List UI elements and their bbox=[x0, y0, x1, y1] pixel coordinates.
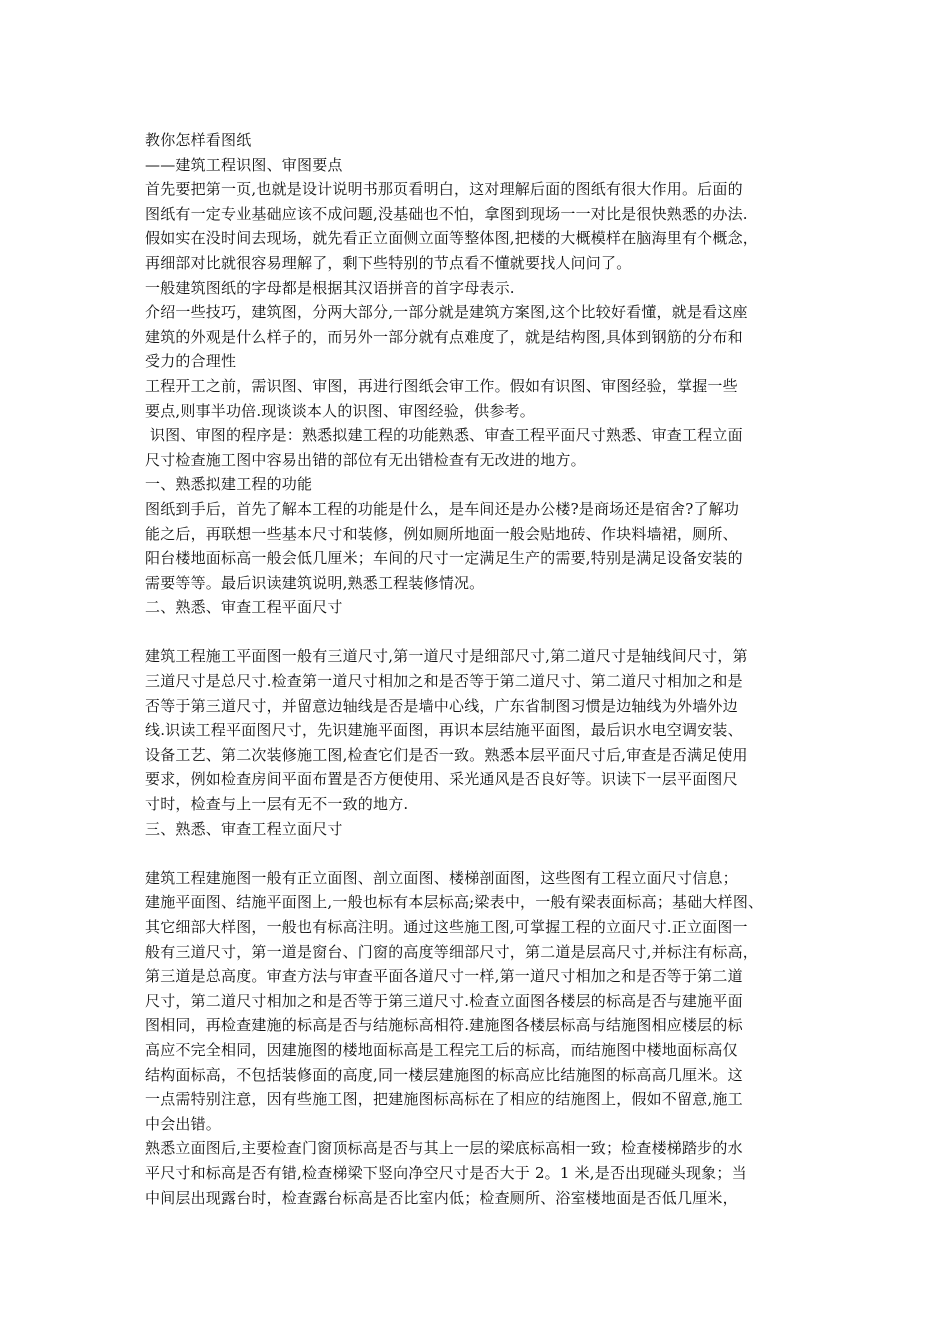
blank-line bbox=[145, 841, 811, 866]
text-line: 图相同，再检查建施的标高是否与结施标高相符.建施图各楼层标高与结施图相应楼层的标 bbox=[145, 1016, 743, 1035]
text-line: 平尺寸和标高是否有错,检查梯梁下竖向净空尺寸是否大于 2。1 米,是否出现碰头现象；当 bbox=[145, 1163, 747, 1182]
paragraph-elevation-dimensions bbox=[145, 866, 811, 1137]
text-line: 受力的合理性 bbox=[145, 352, 237, 371]
text-line: 要求，例如检查房间平面布置是否方便使用、采光通风是否良好等。识读下一层平面图尺 bbox=[145, 770, 738, 789]
document-subtitle: ——建筑工程识图、审图要点 bbox=[145, 155, 343, 174]
text-line: 首先要把第一页,也就是设计说明书那页看明白，这对理解后面的图纸有很大作用。后面的 bbox=[145, 180, 743, 199]
text-line: 第三道是总高度。审查方法与审查平面各道尺寸一样,第一道尺寸相加之和是否等于第二道 bbox=[145, 967, 743, 986]
section-heading-3: 三、熟悉、审查工程立面尺寸 bbox=[145, 819, 343, 838]
text-line: 介绍一些技巧，建筑图，分两大部分,一部分就是建筑方案图,这个比较好看懂，就是看这座 bbox=[145, 303, 748, 322]
text-line: 三道尺寸是总尺寸.检查第一道尺寸相加之和是否等于第二道尺寸、第二道尺寸相加之和是 bbox=[145, 672, 743, 691]
text-line: 熟悉立面图后,主要检查门窗顶标高是否与其上一层的梁底标高相一致；检查楼梯踏步的水 bbox=[145, 1139, 743, 1158]
text-line: 图纸有一定专业基础应该不成问题,没基础也不怕，拿图到现场一一对比是很快熟悉的办法. bbox=[145, 204, 748, 223]
paragraph-function bbox=[145, 497, 811, 595]
text-line: 阳台楼地面标高一般会低几厘米；车间的尺寸一定满足生产的需要,特别是满足设备安装的 bbox=[145, 549, 743, 568]
text-line: 尺寸，第二道尺寸相加之和是否等于第三道尺寸.检查立面图各楼层的标高是否与建施平面 bbox=[145, 991, 743, 1010]
paragraph-before-construction bbox=[145, 374, 811, 423]
section-heading-1: 一、熟悉拟建工程的功能 bbox=[145, 475, 313, 494]
text-line: 需要等等。最后识读建筑说明,熟悉工程装修情况。 bbox=[145, 573, 485, 592]
text-line: 能之后，再联想一些基本尺寸和装修，例如厕所地面一般会贴地砖、作块料墙裙，厕所、 bbox=[145, 524, 738, 543]
paragraph-plan-dimensions bbox=[145, 644, 811, 816]
text-line: 结构面标高，不包括装修面的高度,同一楼层建施图的标高应比结施图的标高高几厘米。这 bbox=[145, 1065, 743, 1084]
document-page bbox=[145, 128, 811, 1210]
text-line: 一点需特别注意，因有些施工图，把建施图标高标在了相应的结施图上，假如不留意,施工 bbox=[145, 1090, 743, 1109]
text-line: 建筑工程建施图一般有正立面图、剖立面图、楼梯剖面图，这些图有工程立面尺寸信息； bbox=[145, 868, 738, 887]
text-line: 一般建筑图纸的字母都是根据其汉语拼音的首字母表示. bbox=[145, 278, 515, 297]
text-line: 图纸到手后，首先了解本工程的功能是什么，是车间还是办公楼?是商场还是宿舍?了解功 bbox=[145, 499, 740, 518]
text-line: 识图、审图的程序是：熟悉拟建工程的功能熟悉、审查工程平面尺寸熟悉、审查工程立面 bbox=[145, 426, 743, 445]
text-line: 其它细部大样图，一般也有标高注明。通过这些施工图,可掌握工程的立面尺寸.正立面图一 bbox=[145, 918, 748, 936]
text-line: 线.识读工程平面图尺寸，先识建施平面图，再识本层结施平面图，最后识水电空调安装、 bbox=[145, 721, 743, 740]
text-line: 高应不完全相同，因建施图的楼地面标高是工程完工后的标高，而结施图中楼地面标高仅 bbox=[145, 1040, 738, 1059]
section-heading-2: 二、熟悉、审查工程平面尺寸 bbox=[145, 598, 343, 617]
paragraph-elevation-checks bbox=[145, 1136, 811, 1210]
text-line: 假如实在没时间去现场，就先看正立面侧立面等整体图,把楼的大概模样在脑海里有个概念， bbox=[145, 229, 758, 248]
text-line: 中间层出现露台时，检查露台标高是否比室内低；检查厕所、浴室楼地面是否低几厘米， bbox=[145, 1188, 738, 1207]
blank-line bbox=[145, 620, 811, 645]
paragraph-letters bbox=[145, 276, 811, 301]
text-line: 否等于第三道尺寸，并留意边轴线是否是墙中心线，广东省制图习惯是边轴线为外墙外边 bbox=[145, 696, 738, 715]
text-line: 建筑工程施工平面图一般有三道尺寸,第一道尺寸是细部尺寸,第二道尺寸是轴线间尺寸，第 bbox=[145, 647, 748, 666]
paragraph-intro bbox=[145, 177, 811, 275]
text-line: 尺寸检查施工图中容易出错的部位有无出错检查有无改进的地方。 bbox=[145, 450, 586, 469]
document-title: 教你怎样看图纸 bbox=[145, 131, 252, 149]
text-line: 工程开工之前，需识图、审图，再进行图纸会审工作。假如有识图、审图经验，掌握一些 bbox=[145, 376, 738, 395]
text-line: 设备工艺、第二次装修施工图,检查它们是否一致。熟悉本层平面尺寸后,审查是否满足使用 bbox=[145, 745, 748, 764]
paragraph-techniques bbox=[145, 300, 811, 374]
text-line: 中会出错。 bbox=[145, 1114, 222, 1133]
text-line: 建施平面图、结施平面图上,一般也标有本层标高;梁表中，一般有梁表面标高；基础大样图、 bbox=[145, 893, 764, 912]
text-line: 要点,则事半功倍.现谈谈本人的识图、审图经验，供参考。 bbox=[145, 401, 535, 420]
text-line: 寸时，检查与上一层有无不一致的地方. bbox=[145, 795, 409, 814]
text-line: 般有三道尺寸，第一道是窗台、门窗的高度等细部尺寸，第二道是层高尺寸,并标注有标高， bbox=[145, 942, 758, 961]
text-line: 再细部对比就很容易理解了，剩下些特别的节点看不懂就要找人问问了。 bbox=[145, 253, 632, 272]
text-line: 建筑的外观是什么样子的，而另外一部分就有点难度了，就是结构图,具体到钢筋的分布和 bbox=[145, 327, 743, 346]
paragraph-procedure bbox=[145, 423, 811, 472]
